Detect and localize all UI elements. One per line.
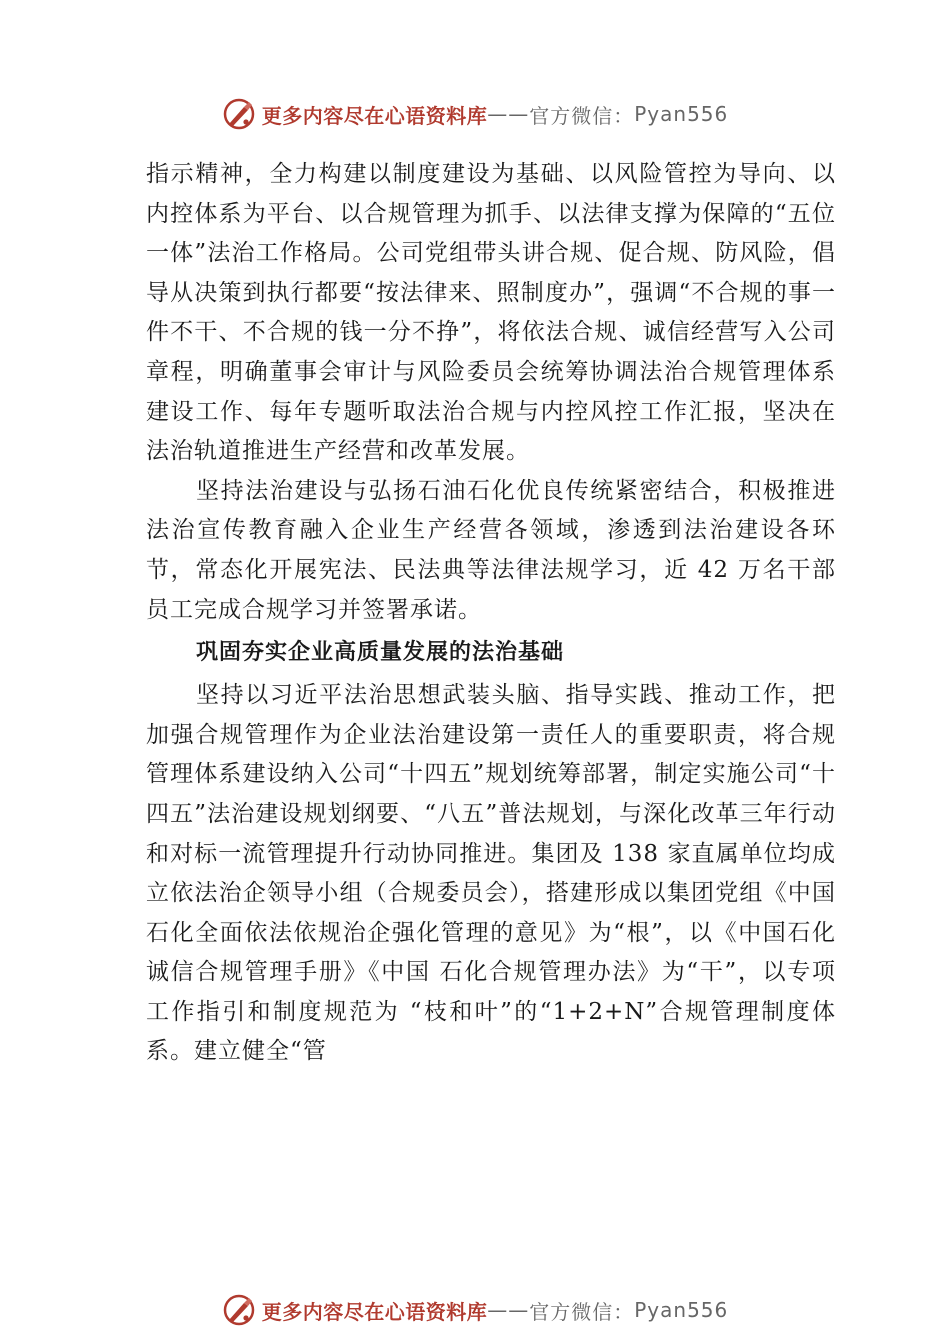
section-heading: 巩固夯实企业高质量发展的法治基础 (196, 640, 565, 666)
watermark-wechat-id: Pyan556 (634, 102, 729, 126)
footer-watermark (0, 1290, 950, 1330)
watermark-wechat-id: Pyan556 (634, 1298, 729, 1322)
paragraph-2: 坚持法治建设与弘扬石油石化优良传统紧密结合，积极推进法治宣传教育融入企业生产经营各领域，渗透到法治建设各环节，常态化开展宪法、民法典等法律法规学习，近 42 万名干部员工完成合规学习并签署承诺。 (146, 477, 836, 623)
watermark-wechat-label: 官方微信： (529, 1299, 635, 1324)
document-body (146, 155, 836, 1072)
pen-nib-logo-icon (222, 1293, 256, 1327)
watermark-main-text: 更多内容尽在心语资料库 (261, 103, 488, 128)
watermark-dash: —— (487, 1298, 530, 1322)
header-watermark (0, 94, 950, 134)
watermark-wechat-label: 官方微信： (529, 103, 635, 128)
watermark-main-text: 更多内容尽在心语资料库 (261, 1299, 488, 1324)
pen-nib-logo-icon (222, 97, 256, 131)
paragraph-1: 指示精神，全力构建以制度建设为基础、以风险管控为导向、以内控体系为平台、以合规管理为抓手、以法律支撑为保障的“五位一体”法治工作格局。公司党组带头讲合规、促合规、防风险，倡导从决策到执行都要“按法律来、照制度办”，强调“不合规的事一件不干、不合规的钱一分不挣”，将依法合规、诚信经营写入公司章程，明确董事会审计与风险委员会统筹协调法治合规管理体系建设工作、每年专题听取法治合规与内控风控工作汇报，坚决在法治轨道推进生产经营和改革发展。 (146, 161, 836, 465)
paragraph-3: 坚持以习近平法治思想武装头脑、指导实践、推动工作，把加强合规管理作为企业法治建设第一责任人的重要职责，将合规管理体系建设纳入公司“十四五”规划统筹部署，制定实施公司“十四五”法治建设规划纲要、“八五”普法规划，与深化改革三年行动和对标一流管理提升行动协同推进。集团及 138 家直属单位均成立依法治企领导小组（合规委员会），搭建形成以集团党组《中国石化全面依法依规治企强化管理的意见》为“根”，以《中国石化诚信合规管理手册》《中国 石化合规管理办法》为“干”，以专项工作指引和制度规范为 “枝和叶”的“1+2+N”合规管理制度体系。建立健全“管 (146, 682, 836, 1065)
watermark-dash: —— (487, 102, 530, 126)
